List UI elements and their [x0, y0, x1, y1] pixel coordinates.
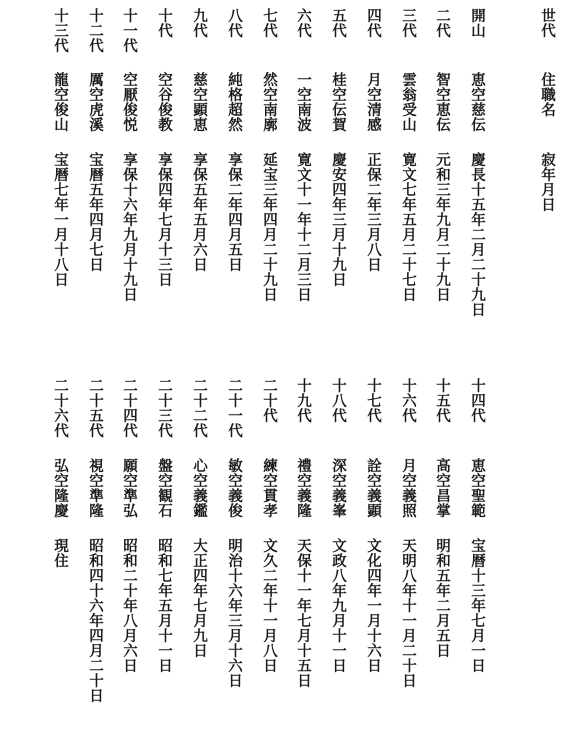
generation: 二十代 — [261, 378, 278, 423]
generation: 五代 — [330, 8, 347, 38]
abbot-name: 恵空慈伝 — [469, 72, 486, 132]
death-date: 享保五年五月六日 — [191, 152, 208, 272]
death-date: 明治十六年三月十六日 — [226, 538, 243, 688]
generation: 十九代 — [295, 378, 312, 423]
generation: 十四代 — [469, 378, 486, 423]
abbot-name: 詮空義顕 — [365, 458, 382, 518]
abbot-name: 月空清感 — [365, 72, 382, 132]
abbot-name: 雲翁受山 — [400, 72, 417, 132]
death-date: 明和五年二月五日 — [434, 538, 451, 658]
abbot-name: 深空義峯 — [330, 458, 347, 518]
abbot-name: 願空準弘 — [121, 458, 138, 518]
death-date: 宝暦十三年七月一日 — [469, 538, 486, 673]
generation: 開山 — [469, 8, 486, 38]
generation: 二十四代 — [121, 378, 138, 438]
abbot-name: 厲空虎溪 — [87, 72, 104, 132]
death-date: 享保二年四月五日 — [226, 152, 243, 272]
abbot-name: 慈空顕恵 — [191, 72, 208, 132]
death-date: 正保二年三月八日 — [365, 152, 382, 272]
generation: 二代 — [434, 8, 451, 38]
generation: 二十二代 — [191, 378, 208, 438]
abbot-name: 視空準隆 — [87, 458, 104, 518]
generation: 九代 — [191, 8, 208, 38]
abbot-name: 月空義照 — [400, 458, 417, 518]
abbot-name: 空厭俊悦 — [121, 72, 138, 132]
generation: 二十三代 — [156, 378, 173, 438]
death-date: 享保四年七月十三日 — [156, 152, 173, 287]
generation: 六代 — [295, 8, 312, 38]
death-date: 享保十六年九月十九日 — [121, 152, 138, 302]
header-name: 住職名 — [539, 72, 556, 117]
abbot-name: 盤空観石 — [156, 458, 173, 518]
abbot-name: 桂空伝賀 — [330, 72, 347, 132]
death-date: 昭和四十六年四月二十日 — [87, 538, 104, 703]
generation: 二十五代 — [87, 378, 104, 438]
death-date: 宝暦五年四月七日 — [87, 152, 104, 272]
abbot-name: 純格超然 — [226, 72, 243, 132]
header-death-date: 寂年月日 — [539, 152, 556, 212]
header-generation: 世代 — [539, 8, 556, 38]
generation: 十七代 — [365, 378, 382, 423]
abbot-name: 恵空聖範 — [469, 458, 486, 518]
abbot-name: 弘空隆慶 — [52, 458, 69, 518]
death-date: 延宝三年四月二十九日 — [261, 152, 278, 302]
death-date: 慶安四年三月十九日 — [330, 152, 347, 287]
abbot-name: 高空昌掌 — [434, 458, 451, 518]
generation: 二十一代 — [226, 378, 243, 438]
death-date: 文政八年九月十一日 — [330, 538, 347, 673]
death-date: 元和三年九月二十九日 — [434, 152, 451, 302]
generation: 十一代 — [121, 8, 138, 53]
death-date: 慶長十五年二月二十九日 — [469, 152, 486, 317]
death-date: 天明八年十一月二十日 — [400, 538, 417, 688]
generation: 十八代 — [330, 378, 347, 423]
generation: 四代 — [365, 8, 382, 38]
abbot-name: 智空恵伝 — [434, 72, 451, 132]
generation: 七代 — [261, 8, 278, 38]
abbot-name: 敏空義俊 — [226, 458, 243, 518]
generation: 十三代 — [52, 8, 69, 53]
death-date: 文化四年一月十六日 — [365, 538, 382, 673]
abbot-name: 練空貫孝 — [261, 458, 278, 518]
abbot-name: 龍空俊山 — [52, 72, 69, 132]
death-date: 現住 — [52, 538, 69, 568]
death-date: 昭和七年五月十一日 — [156, 538, 173, 673]
death-date: 昭和二十年八月六日 — [121, 538, 138, 673]
generation: 十二代 — [87, 8, 104, 53]
generation: 二十六代 — [52, 378, 69, 438]
generation: 十代 — [156, 8, 173, 38]
death-date: 寛文七年五月二十七日 — [400, 152, 417, 302]
death-date: 大正四年七月九日 — [191, 538, 208, 658]
abbot-name: 空谷俊教 — [156, 72, 173, 132]
generation: 十六代 — [400, 378, 417, 423]
death-date: 文久二年十一月八日 — [261, 538, 278, 673]
generation: 八代 — [226, 8, 243, 38]
abbot-name: 一空南波 — [295, 72, 312, 132]
generation: 三代 — [400, 8, 417, 38]
death-date: 宝暦七年一月十八日 — [52, 152, 69, 287]
death-date: 天保十一年七月十五日 — [295, 538, 312, 688]
abbot-name: 禮空義隆 — [295, 458, 312, 518]
death-date: 寛文十一年十二月三日 — [295, 152, 312, 302]
abbot-name: 心空義鑑 — [191, 458, 208, 518]
generation: 十五代 — [434, 378, 451, 423]
abbot-name: 然空南廓 — [261, 72, 278, 132]
